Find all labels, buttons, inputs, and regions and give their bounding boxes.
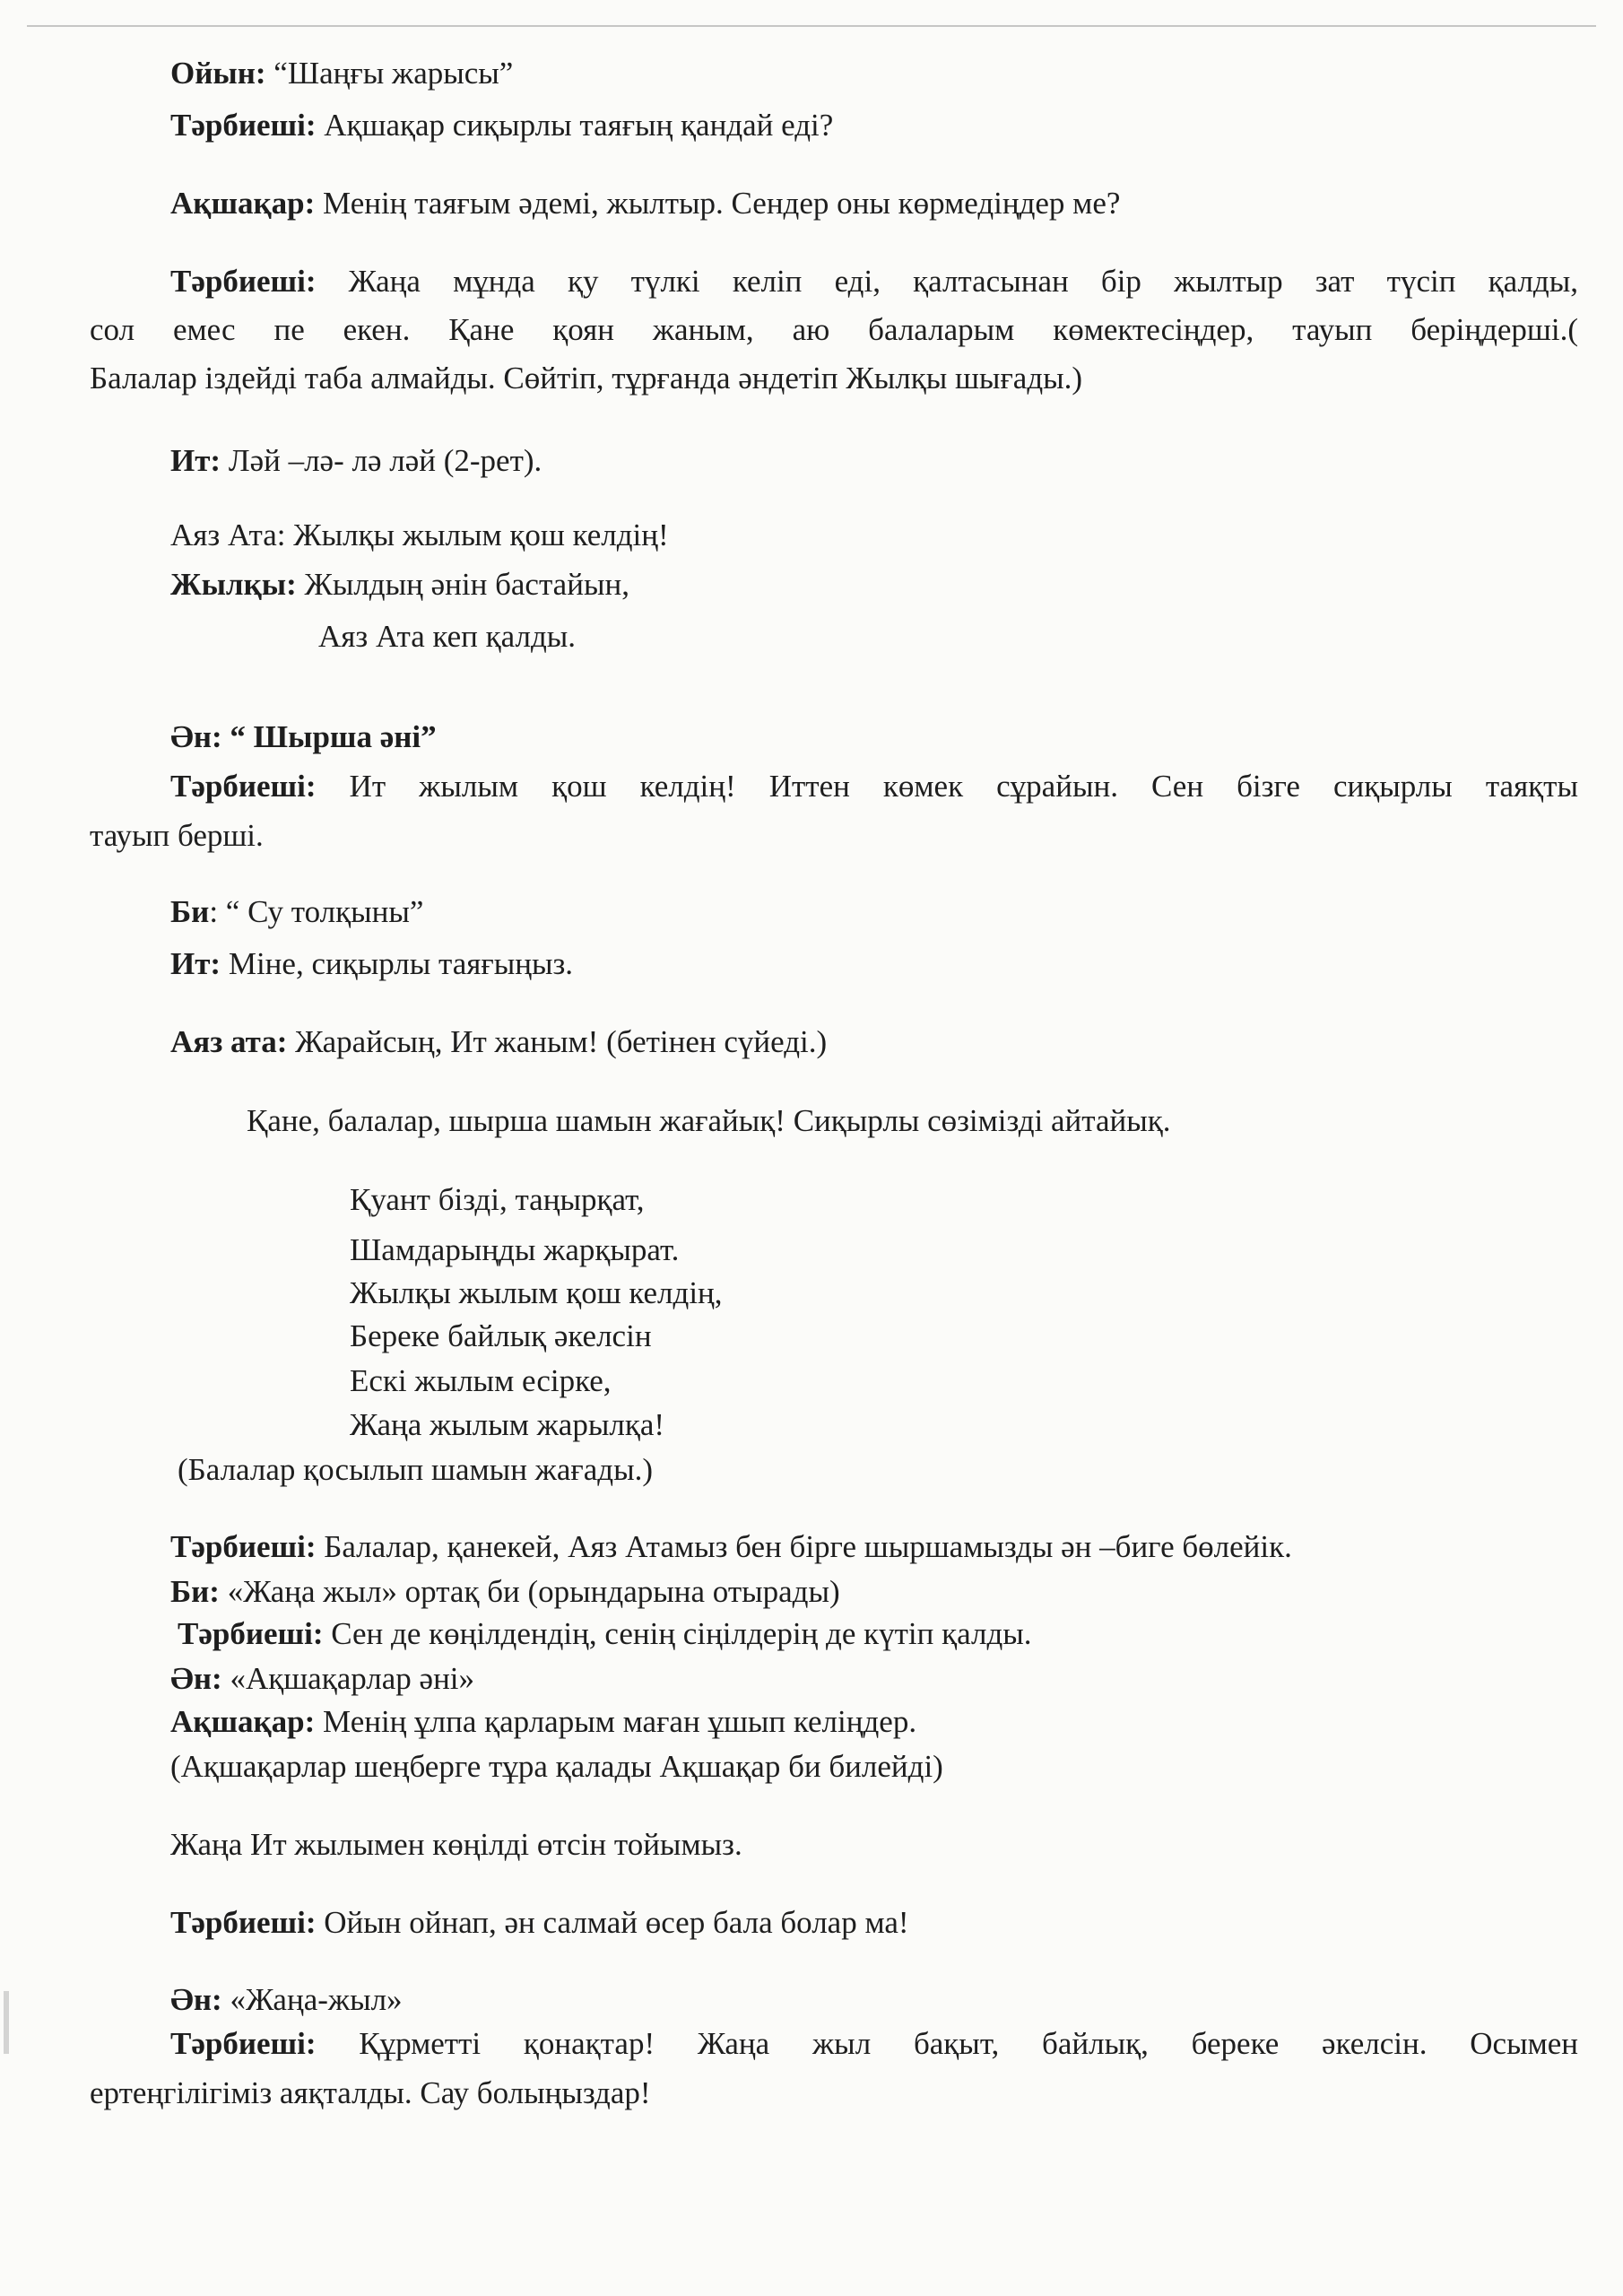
verse-line-4: Береке байлық әкелсін xyxy=(350,1318,652,1353)
line-song-new-year: Ән: «Жаңа-жыл» xyxy=(170,1982,403,2017)
line-teacher-dog-1: Тәрбиеші: Ит жылым қош келдің! Иттен көмек сұрайын. Сен бізге сиқырлы таяқты xyxy=(170,769,1578,804)
line-song-fir-tree: Ән: “ Шырша әні” xyxy=(170,719,437,754)
line-akshakar-reply: Ақшақар: Менің таяғым әдемі, жылтыр. Сендер оны көрмедіңдер ме? xyxy=(170,186,1121,221)
verse-line-1: Қуант бізді, таңырқат, xyxy=(350,1182,645,1217)
line-teacher-play: Тәрбиеші: Ойын ойнап, ән салмай өсер бала болар ма! xyxy=(170,1905,909,1940)
line-teacher-fox-1: Тәрбиеші: Жаңа мұнда қу түлкі келіп еді, қалтасынан бір жылтыр зат түсіп қалды, xyxy=(170,264,1578,299)
verse-line-2: Шамдарыңды жарқырат. xyxy=(350,1232,680,1267)
line-teacher-dance-song: Тәрбиеші: Балалар, қанекей, Аяз Атамыз бен бірге шыршамызды ән –биге бөлейік. xyxy=(170,1529,1292,1564)
line-teacher-question: Тәрбиеші: Ақшақар сиқырлы таяғың қандай еді? xyxy=(170,108,834,143)
line-teacher-dog-2: тауып берші. xyxy=(90,818,264,853)
line-horse-1: Жылқы: Жылдың әнін бастайын, xyxy=(170,567,629,602)
line-teacher-cheerful: Тәрбиеші: Сен де көңілдендің, сенің сіңілдерің де күтіп қалды. xyxy=(178,1616,1032,1651)
scan-top-border xyxy=(27,25,1596,27)
line-teacher-closing-2: ертеңгілігіміз аяқталды. Сау болыңыздар! xyxy=(90,2075,651,2110)
line-teacher-closing-1: Тәрбиеші: Құрметті қонақтар! Жаңа жыл бақыт, байлық, береке әкелсін. Осымен xyxy=(170,2026,1578,2061)
verse-line-5: Ескі жылым есірке, xyxy=(350,1363,612,1398)
line-ayaz-ata-praise: Аяз ата: Жарайсың, Ит жаным! (бетінен сүйеді.) xyxy=(170,1024,828,1059)
line-teacher-fox-2: сол емес пе екен. Қане қоян жаным, аю балаларым көмектесіңдер, тауып беріңдерші.( xyxy=(90,312,1578,347)
line-song-snowmaidens: Ән: «Ақшақарлар әні» xyxy=(170,1661,475,1696)
line-game-title: Ойын: “Шаңғы жарысы” xyxy=(170,56,514,91)
line-dance-new-year: Би: «Жаңа жыл» ортақ би (орындарына отырады) xyxy=(170,1574,840,1609)
line-akshakar-snowflakes: Ақшақар: Менің ұлпа қарларым маған ұшып келіңдер. xyxy=(170,1704,917,1739)
verse-line-6: Жаңа жылым жарылқа! xyxy=(350,1407,665,1442)
line-dance-wave: Би: “ Су толқыны” xyxy=(170,894,424,929)
line-celebration: Жаңа Ит жылымен көңілді өтсін тойымыз. xyxy=(170,1827,742,1862)
line-teacher-fox-3: Балалар іздейді таба алмайды. Сөйтіп, тұрғанда әндетіп Жылқы шығады.) xyxy=(90,361,1083,396)
line-stage-direction-circle: (Ақшақарлар шеңберге тұра қалады Ақшақар би билейді) xyxy=(170,1749,943,1784)
line-light-tree: Қане, балалар, шырша шамын жағайық! Сиқырлы сөзімізді айтайық. xyxy=(247,1103,1171,1138)
line-horse-2: Аяз Ата кеп қалды. xyxy=(318,619,577,654)
line-dog-song: Ит: Ләй –лә- лә ләй (2-рет). xyxy=(170,443,542,478)
line-stage-direction-light: (Балалар қосылып шамын жағады.) xyxy=(178,1452,654,1487)
scan-edge-mark xyxy=(4,1991,9,2054)
line-dog-stick: Ит: Міне, сиқырлы таяғыңыз. xyxy=(170,946,574,981)
line-ayaz-ata-welcome: Аяз Ата: Жылқы жылым қош келдің! xyxy=(170,517,669,552)
verse-line-3: Жылқы жылым қош келдің, xyxy=(350,1275,723,1310)
